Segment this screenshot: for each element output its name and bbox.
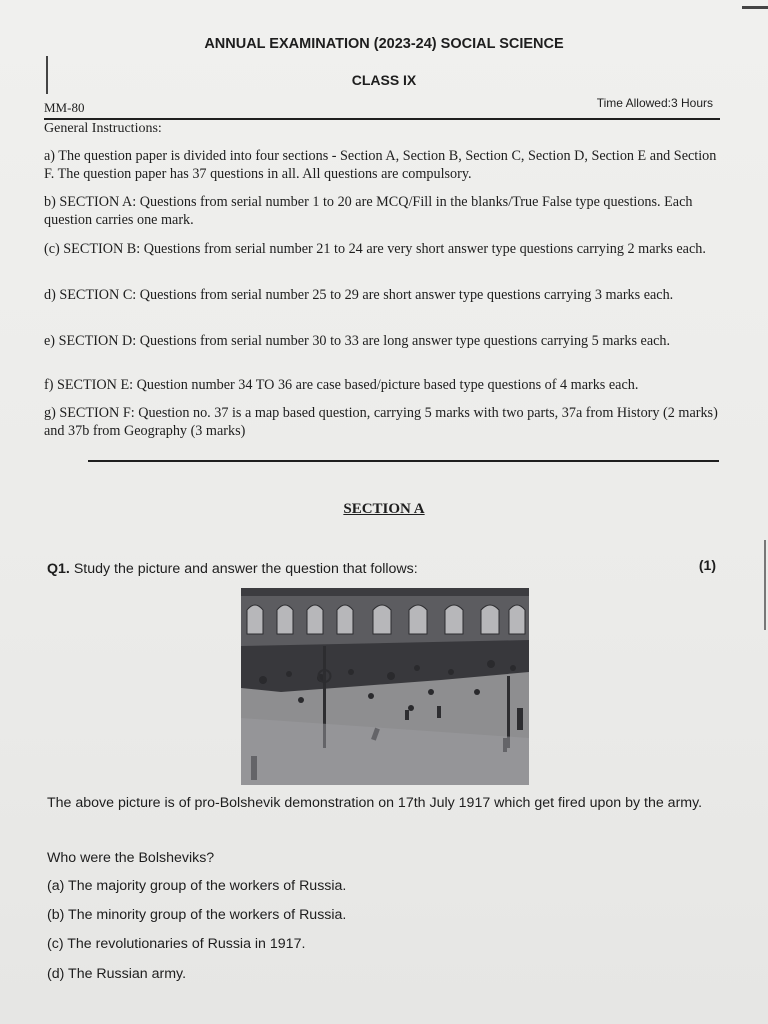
historical-photo [241,588,529,785]
q1-option-d: (d) The Russian army. [47,966,187,982]
instruction-g: g) SECTION F: Question no. 37 is a map based question, carrying 5 marks with two parts, 37a from History (2 marks) and 37b from Geography (3 marks) [44,405,718,439]
max-marks: MM-80 [44,100,85,115]
q1-caption: The above picture is of pro-Bolshevik demonstration on 17th July 1917 which get fired upon by the army. [47,795,703,811]
time-allowed: Time Allowed:3 Hours [596,96,713,110]
instruction-c: (c) SECTION B: Questions from serial number 21 to 24 are very short answer type questions carrying 2 marks each. [44,241,706,257]
instructions-heading: General Instructions: [44,121,162,136]
q1-number: Q1. [47,561,70,577]
instruction-f: f) SECTION E: Question number 34 TO 36 are case based/picture based type questions of 4 marks each. [44,377,639,393]
q1-option-b: (b) The minority group of the workers of Russia. [47,907,347,923]
scan-edge-mark-right [764,540,766,630]
historical-photo-illustration [241,588,529,785]
header-divider [44,118,720,120]
instruction-a: a) The question paper is divided into four sections - Section A, Section B, Section C, Section D, Section E and Section F. The question paper has 37 questions in all. All questions are compulsory. [44,148,717,182]
q1-prompt: Study the picture and answer the question that follows: [73,561,418,577]
q1-option-c: (c) The revolutionaries of Russia in 1917. [47,936,306,952]
q1-option-a: (a) The majority group of the workers of Russia. [47,878,347,894]
class-label: CLASS IX [351,72,417,88]
q1-marks: (1) [698,557,716,573]
instruction-e: e) SECTION D: Questions from serial number 30 to 33 are long answer type questions carrying 5 marks each. [44,333,671,349]
instruction-d: d) SECTION C: Questions from serial number 25 to 29 are short answer type questions carrying 3 marks each. [44,287,674,303]
q1-question: Who were the Bolsheviks? [47,850,215,866]
section-a-heading: SECTION A [343,501,425,517]
instructions-divider [88,460,719,462]
instruction-b: b) SECTION A: Questions from serial number 1 to 20 are MCQ/Fill in the blanks/True False type questions. Each question carries one mark. [44,194,693,228]
scan-edge-mark-top-right [742,6,768,9]
exam-title: ANNUAL EXAMINATION (2023-24) SOCIAL SCIENCE [204,36,564,52]
q1-prompt-line [47,561,418,577]
